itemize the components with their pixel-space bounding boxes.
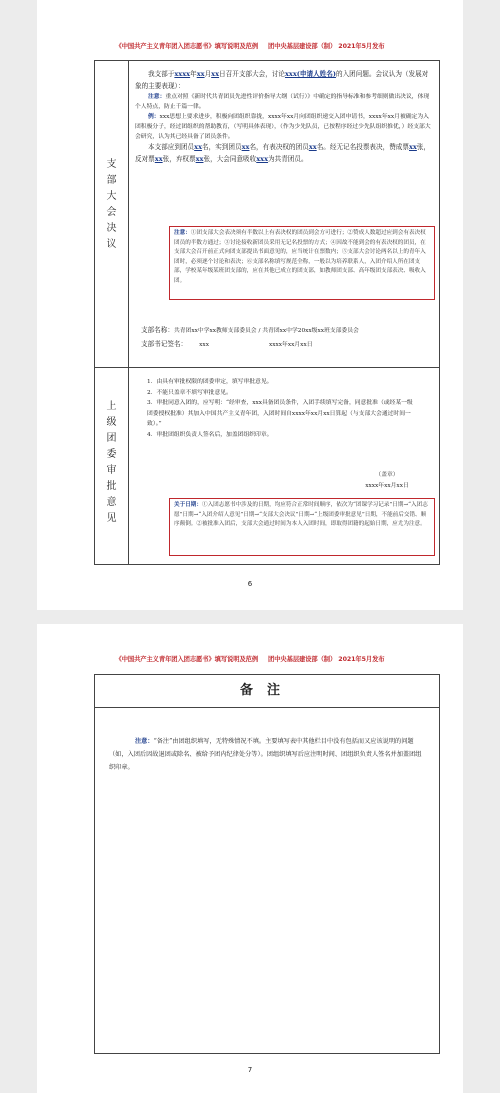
date-rules-box bbox=[169, 498, 435, 556]
vote-summary bbox=[135, 142, 433, 165]
remarks-title: 备注 bbox=[95, 675, 439, 708]
applicant-name: xxx(申请人姓名) bbox=[284, 70, 336, 78]
box-lead: 关于日期： bbox=[174, 502, 202, 508]
meeting-month: xx bbox=[196, 70, 205, 78]
text: 月 bbox=[204, 70, 212, 78]
form-frame bbox=[94, 60, 440, 565]
text: 为共青团员。 bbox=[268, 154, 308, 163]
secretary-line bbox=[135, 339, 433, 351]
seal-placeholder: （盖章） bbox=[375, 472, 399, 478]
approval-instructions bbox=[147, 377, 417, 440]
page-header bbox=[37, 654, 463, 663]
no-votes: xx bbox=[154, 154, 163, 163]
approval-label bbox=[95, 399, 128, 527]
secretary-name: xxx bbox=[199, 341, 209, 348]
text: 张，反对票 bbox=[135, 143, 431, 163]
note-text: “备注”由团组织填写，无特殊情况不填。主要填写表中其他栏目中没有包括而又应该说明的问题（如，入团后因故退团或除名、被给予团内纪律处分等）。团组织填写后应注明时间、团组织负责人签名并加盖团组织印章。 bbox=[109, 738, 422, 771]
label-char: 决 bbox=[106, 223, 117, 234]
text: 我支部于 bbox=[148, 70, 175, 78]
yes-votes: xx bbox=[409, 143, 417, 151]
text: 张，弃权票 bbox=[162, 154, 196, 163]
label-char: 议 bbox=[106, 239, 117, 250]
resolution-intro bbox=[135, 69, 433, 92]
should-attend-count: xx bbox=[194, 143, 203, 151]
label-char: 级 bbox=[106, 417, 117, 428]
branch-resolution-body bbox=[135, 69, 433, 165]
note-text: 重点对照《新时代共青团员先进性评价指导大纲（试行）》中确定的指导标准和参考细则做出决议，体现个人特点，防止千篇一律。 bbox=[135, 94, 430, 110]
note-lead: 注意： bbox=[135, 738, 154, 745]
text: 本支部应到团员 bbox=[148, 143, 195, 151]
remarks-frame bbox=[94, 674, 440, 1054]
branch-resolution-label bbox=[95, 157, 128, 253]
box-text: ①入团志愿书中涉及的日期，均应符合正常时间顺序，依次为“团课学习记录”日期→“入团志愿”日期→“入团介绍人意见”日期→“支部大会决议”日期→“上级团委审批意见”日期，不能前后交错、顺序颠倒。②被批准入团后，支部大会通过时间为本人入团时间，即取得团籍的起始日期，应尤为注意。 bbox=[174, 502, 428, 528]
approval-item: 2．不能只盖章不填写审批意见。 bbox=[147, 389, 232, 396]
box-lead: 注意： bbox=[174, 230, 191, 236]
label-char: 意 bbox=[106, 497, 117, 508]
branch-name-value: 共青团xx中学xx教师支部委员会 / 共青团xx中学20xx级xx班支部委员会 bbox=[173, 328, 359, 334]
text: 名，有表决权的团员 bbox=[249, 143, 309, 151]
text: 名，实到团员 bbox=[202, 143, 242, 151]
secretary-label: 支部书记签名： bbox=[141, 339, 188, 348]
voter-count: xx bbox=[308, 143, 317, 151]
box-text: ①团支部大会表决须有半数以上有表决权的团员到会方可进行；②赞成人数超过应到会有表决权团员的半数方通过；③讨论接收新团员采用无记名投票的方式；④因故不能到会的有表决权的团员，在支部大会召开前正式向团支部提出书面意见的，应当统计在票数内；⑤支部大会讨论两名以上的青年入团时，必须逐个讨论和表决；⑥支部名称填写规范全称，一般以为培养联系人，入团介绍人所在团支部，学校某年级某班团支部的，应在其他已成立的团支部，如教师团支部、高年级团支部表决、吸收入团。 bbox=[174, 230, 426, 284]
branch-attention-box bbox=[169, 226, 435, 300]
actual-attend-count: xx bbox=[241, 143, 250, 151]
example-text: xxx思想上要求进步，积极向团组织靠拢，xxxx年xx月向团组织递交入团申请书，xxxx年xx月被确定为入团积极分子，经过团组织的帮助教育，（写明具体表现），（作为少先队员，已按程序经过少先队组织推优，）经支部大会研究，认为其已经具备了团员条件。 bbox=[135, 114, 431, 140]
header-publisher: 团中央基层建设部（制） 2021年5月发布 bbox=[268, 43, 385, 50]
approval-item: 4．审批团组织负责人签名后，加盖团组织印章。 bbox=[147, 431, 273, 438]
header-title: 《中国共产主义青年团入团志愿书》填写说明及范例 bbox=[115, 656, 259, 663]
text: 名。经无记名投票表决，赞成票 bbox=[316, 143, 409, 151]
label-char: 支 bbox=[106, 159, 117, 170]
branch-name-line bbox=[135, 325, 433, 337]
page-7 bbox=[37, 624, 463, 1093]
header-publisher: 团中央基层建设部（制） 2021年5月发布 bbox=[268, 656, 385, 663]
approval-item: 1．由具有审批权限的团委审定，填写审批意见。 bbox=[147, 379, 273, 385]
resolution-note bbox=[135, 92, 433, 112]
page-number: 7 bbox=[247, 1066, 253, 1074]
approval-item: 3．审批同意入团的，应写明：“经审查，xxx具备团员条件，入团手续填写完备，同意批准（或经某一级团委授权批准）其加入中国共产主义青年团，入团时间自xxxx年xx月xx日算起（与支部大会通过时间一致）。” bbox=[147, 400, 413, 427]
label-char: 上 bbox=[106, 401, 117, 412]
approval-date: xxxx年xx月xx日 bbox=[365, 483, 409, 489]
column-divider bbox=[128, 61, 129, 564]
header-title: 《中国共产主义青年团入团志愿书》填写说明及范例 bbox=[115, 43, 259, 50]
label-char: 团 bbox=[106, 433, 117, 444]
meeting-day: xx bbox=[211, 70, 220, 78]
remarks-note bbox=[109, 735, 425, 774]
section-divider bbox=[95, 367, 439, 368]
branch-signature-block bbox=[135, 325, 433, 350]
example-lead: 例： bbox=[148, 114, 160, 120]
label-char: 会 bbox=[106, 207, 117, 218]
abstain-votes: xx bbox=[195, 154, 204, 163]
page-header bbox=[37, 41, 463, 50]
branch-sign-date: xxxx年xx月xx日 bbox=[268, 341, 313, 348]
label-char: 委 bbox=[106, 449, 117, 460]
label-char: 批 bbox=[106, 481, 117, 492]
text: 年 bbox=[190, 70, 197, 78]
resolution-example bbox=[135, 112, 433, 142]
text: 的入团问题。会议认为（发展对象的主要表现）： bbox=[135, 70, 429, 90]
note-lead: 注意： bbox=[148, 94, 166, 100]
approval-seal-block bbox=[345, 470, 429, 492]
text: 张，大会同意吸收 bbox=[203, 154, 257, 163]
page-6 bbox=[37, 0, 463, 610]
label-char: 大 bbox=[106, 191, 117, 202]
absorbed-member: xxx bbox=[256, 154, 269, 163]
page-number: 6 bbox=[247, 580, 253, 588]
label-char: 见 bbox=[106, 513, 117, 524]
label-char: 审 bbox=[106, 465, 117, 476]
branch-name-label: 支部名称： bbox=[141, 326, 174, 334]
meeting-year: xxxx bbox=[174, 70, 191, 78]
label-char: 部 bbox=[106, 175, 117, 186]
text: 日召开支部大会，讨论 bbox=[219, 70, 285, 78]
